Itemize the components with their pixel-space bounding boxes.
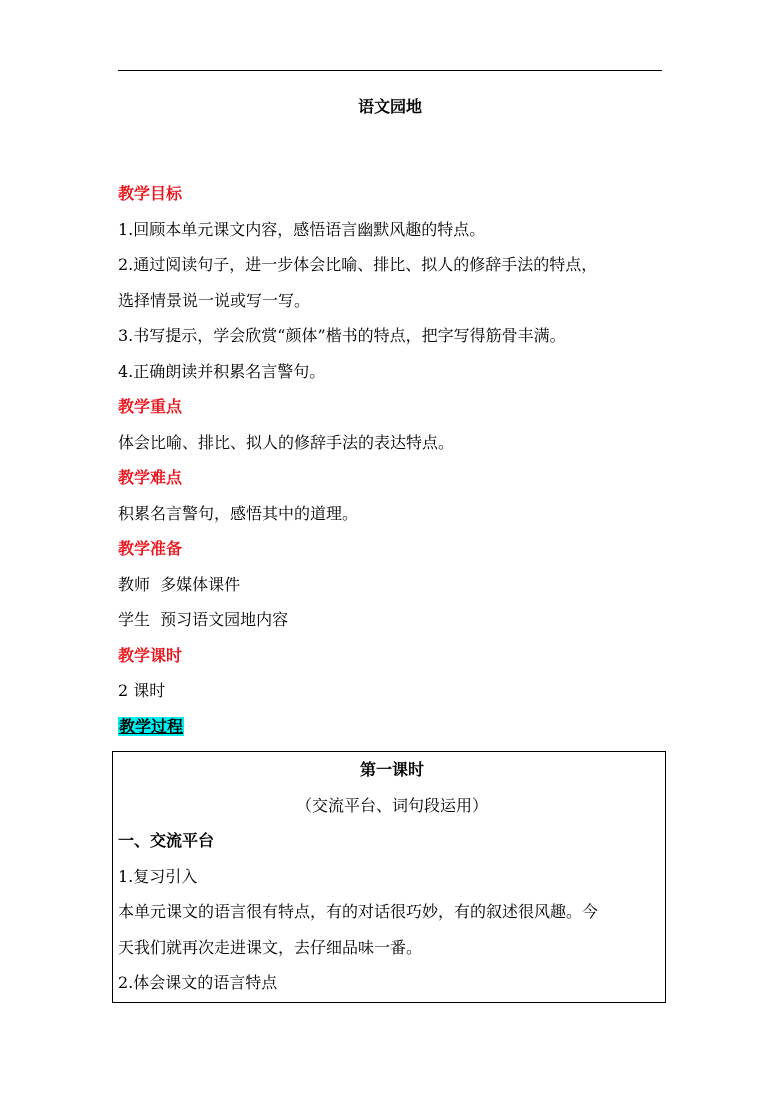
- lesson-title: 第一课时: [359, 760, 424, 779]
- process-heading-wrapper: [118, 709, 678, 745]
- preparation-heading: 教学准备: [118, 539, 183, 558]
- header-rule: [118, 70, 662, 71]
- key-points-text: 体会比喻、排比、拟人的修辞手法的表达特点。: [118, 432, 455, 452]
- lesson-subtitle: （交流平台、词句段运用）: [295, 795, 488, 815]
- periods-text: 2 课时: [118, 681, 166, 700]
- preparation-teacher: 教师 多媒体课件: [118, 574, 241, 594]
- process-heading: 教学过程: [119, 716, 184, 736]
- paragraph-line: 本单元课文的语言很有特点，有的对话很巧妙，有的叙述很风趣。今: [118, 902, 599, 921]
- difficulties-heading: 教学难点: [118, 468, 183, 487]
- preparation-student: 学生 预习语文园地内容: [118, 610, 289, 629]
- part-heading: 一、交流平台: [118, 831, 215, 850]
- page-title: 语文园地: [357, 97, 422, 116]
- step-one: 1.复习引入: [118, 866, 198, 886]
- periods-heading: 教学课时: [118, 645, 183, 665]
- paragraph-line: 天我们就再次走进课文，去仔细品味一番。: [118, 937, 423, 957]
- objective-line: 4.正确朗读并积累名言警句。: [118, 361, 326, 381]
- lesson-plan-body: [118, 176, 678, 744]
- objective-line: 2.通过阅读句子，进一步体会比喻、排比、拟人的修辞手法的特点，: [118, 255, 598, 274]
- key-points-heading: 教学重点: [118, 397, 183, 416]
- step-two: 2.体会课文的语言特点: [118, 973, 278, 992]
- objective-line: 1.回顾本单元课文内容，感悟语言幽默风趣的特点。: [118, 219, 486, 239]
- objective-line: 3.书写提示，学会欣赏“颜体”楷书的特点，把字写得筋骨丰满。: [118, 326, 566, 345]
- objectives-heading: 教学目标: [118, 184, 183, 203]
- objective-line: 选择情景说一说或写一写。: [118, 290, 311, 310]
- difficulties-text: 积累名言警句，感悟其中的道理。: [118, 503, 359, 523]
- lesson-table: [112, 751, 666, 1003]
- lesson-table-cell: [118, 752, 666, 1001]
